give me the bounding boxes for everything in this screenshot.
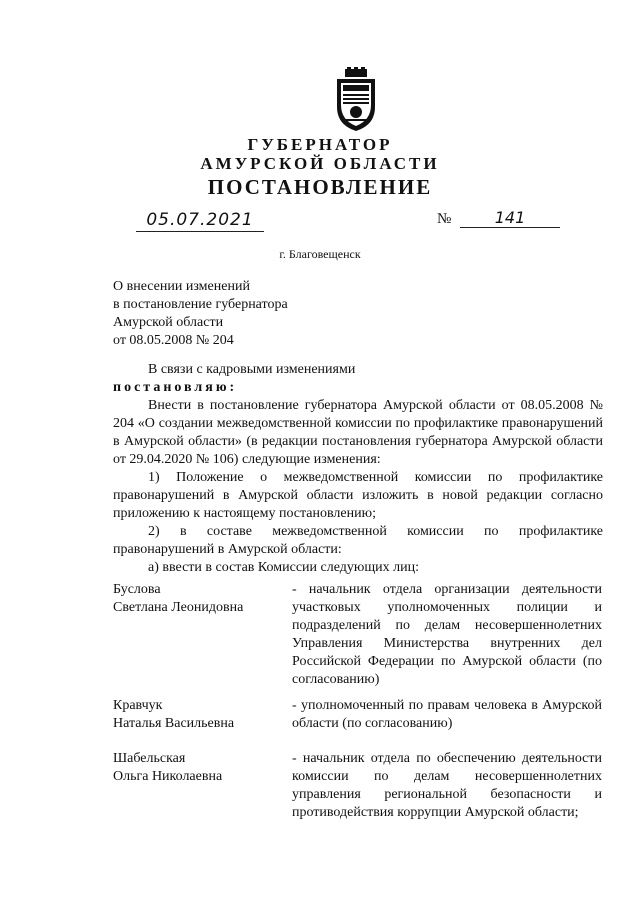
item-1: 1) Положение о межведомственной комиссии по профилактике правонарушений в Амурской области изложить в новой редакции согласно приложению к настоящему постановлению; [113,470,603,521]
subject-line: Амурской области [113,315,224,330]
subject-line: О внесении изменений [113,279,250,294]
number-label: № [437,211,452,227]
member-surname: Буслова [113,582,161,597]
member-given-name: Ольга Николаевна [113,769,223,784]
issuer-region: АМУРСКОЙ ОБЛАСТИ [200,154,440,173]
member-name [113,581,243,617]
member-surname: Шабельская [113,751,186,766]
subject-line: в постановление губернатора [113,297,288,312]
document-type: ПОСТАНОВЛЕНИЕ [207,175,433,199]
member-position: - уполномоченный по правам человека в Амурской области (по согласованию) [292,698,602,731]
item-2: 2) в составе межведомственной комиссии по профилактике правонарушений в Амурской области: [113,524,603,557]
member-name [113,697,234,733]
document-subject [113,278,288,350]
member-given-name: Светлана Леонидовна [113,600,244,615]
issuer-title: ГУБЕРНАТОР [247,135,393,154]
member-position: - начальник отдела по обеспечению деятельности комиссии по делам несовершеннолетних управления региональной безопасности и противодействия коррупции Амурской области; [292,751,602,820]
decree-word: постановляю: [113,380,238,395]
member-surname: Кравчук [113,698,163,713]
document-number: 141 [460,208,560,228]
document-city: г. Благовещенск [279,247,361,261]
item-2a: а) ввести в состав Комиссии следующих лиц: [148,560,419,575]
paragraph-1: Внести в постановление губернатора Амурской области от 08.05.2008 № 204 «О создании межведомственной комиссии по профилактике правонарушений в Амурской области» (в редакции постановления губернатора Амурской области от 29.04.2020 № 106) следующие изменения: [113,398,603,467]
document-body [113,361,603,577]
member-given-name: Наталья Васильевна [113,716,235,731]
member-position: - начальник отдела организации деятельности участковых уполномоченных полиции и подразделений по делам несовершеннолетних Управления Министерства внутренних дел Российской Федерации по Амурской области (по согласованию) [292,582,602,687]
preamble: В связи с кадровыми изменениями [148,362,356,377]
member-name [113,750,222,786]
coat-of-arms-emblem [329,67,383,133]
document-date: 05.07.2021 [136,210,264,232]
subject-line: от 08.05.2008 № 204 [113,333,234,348]
